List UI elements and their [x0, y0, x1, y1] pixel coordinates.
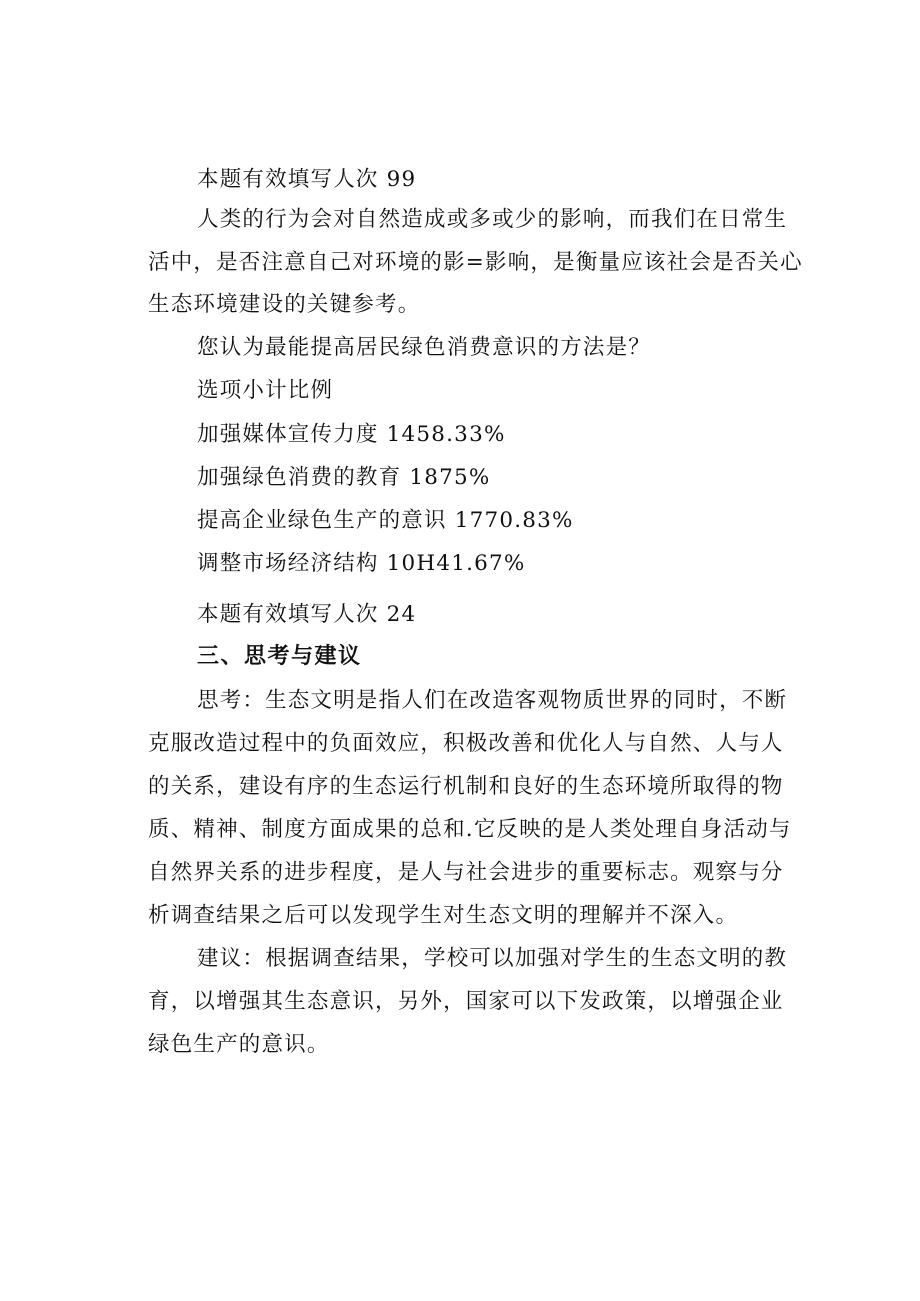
thinking-line: 思考：生态文明是指人们在改造客观物质世界的同时，不断	[197, 688, 788, 713]
suggestion-line: 建议：根据调查结果，学校可以加强对学生的生态文明的教	[197, 946, 788, 971]
paragraph-line: 活中，是否注意自己对环境的影=影响，是衡量应该社会是否关心	[148, 250, 803, 275]
thinking-line: 克服改造过程中的负面效应，积极改善和优化人与自然、人与人	[148, 731, 784, 756]
suggestion-line: 绿色生产的意识。	[148, 1032, 330, 1057]
survey-option: 调整市场经济结构 10H41.67%	[197, 551, 526, 576]
survey-header: 选项小计比例	[197, 378, 334, 403]
valid-count-line-2: 本题有效填写人次 24	[197, 602, 417, 627]
survey-question: 您认为最能提高居民绿色消费意识的方法是？	[197, 335, 652, 360]
thinking-line: 自然界关系的进步程度，是人与社会进步的重要标志。观察与分	[148, 860, 784, 885]
suggestion-line: 育，以增强其生态意识，另外，国家可以下发政策，以增强企业	[148, 989, 784, 1014]
survey-option: 提高企业绿色生产的意识 1770.83%	[197, 508, 574, 533]
valid-count-line-1: 本题有效填写人次 99	[197, 167, 417, 192]
thinking-line: 析调查结果之后可以发现学生对生态文明的理解并不深入。	[148, 903, 739, 928]
survey-option: 加强绿色消费的教育 1875%	[197, 465, 491, 490]
survey-option: 加强媒体宣传力度 1458.33%	[197, 422, 506, 447]
section-heading: 三、思考与建议	[197, 644, 362, 669]
thinking-line: 质、精神、制度方面成果的总和.它反映的是人类处理自身活动与	[148, 817, 792, 842]
paragraph-line: 人类的行为会对自然造成或多或少的影响，而我们在日常生	[197, 207, 788, 232]
thinking-line: 的关系，建设有序的生态运行机制和良好的生态环境所取得的物	[148, 774, 784, 799]
paragraph-line: 生态环境建设的关键参考。	[148, 292, 421, 317]
